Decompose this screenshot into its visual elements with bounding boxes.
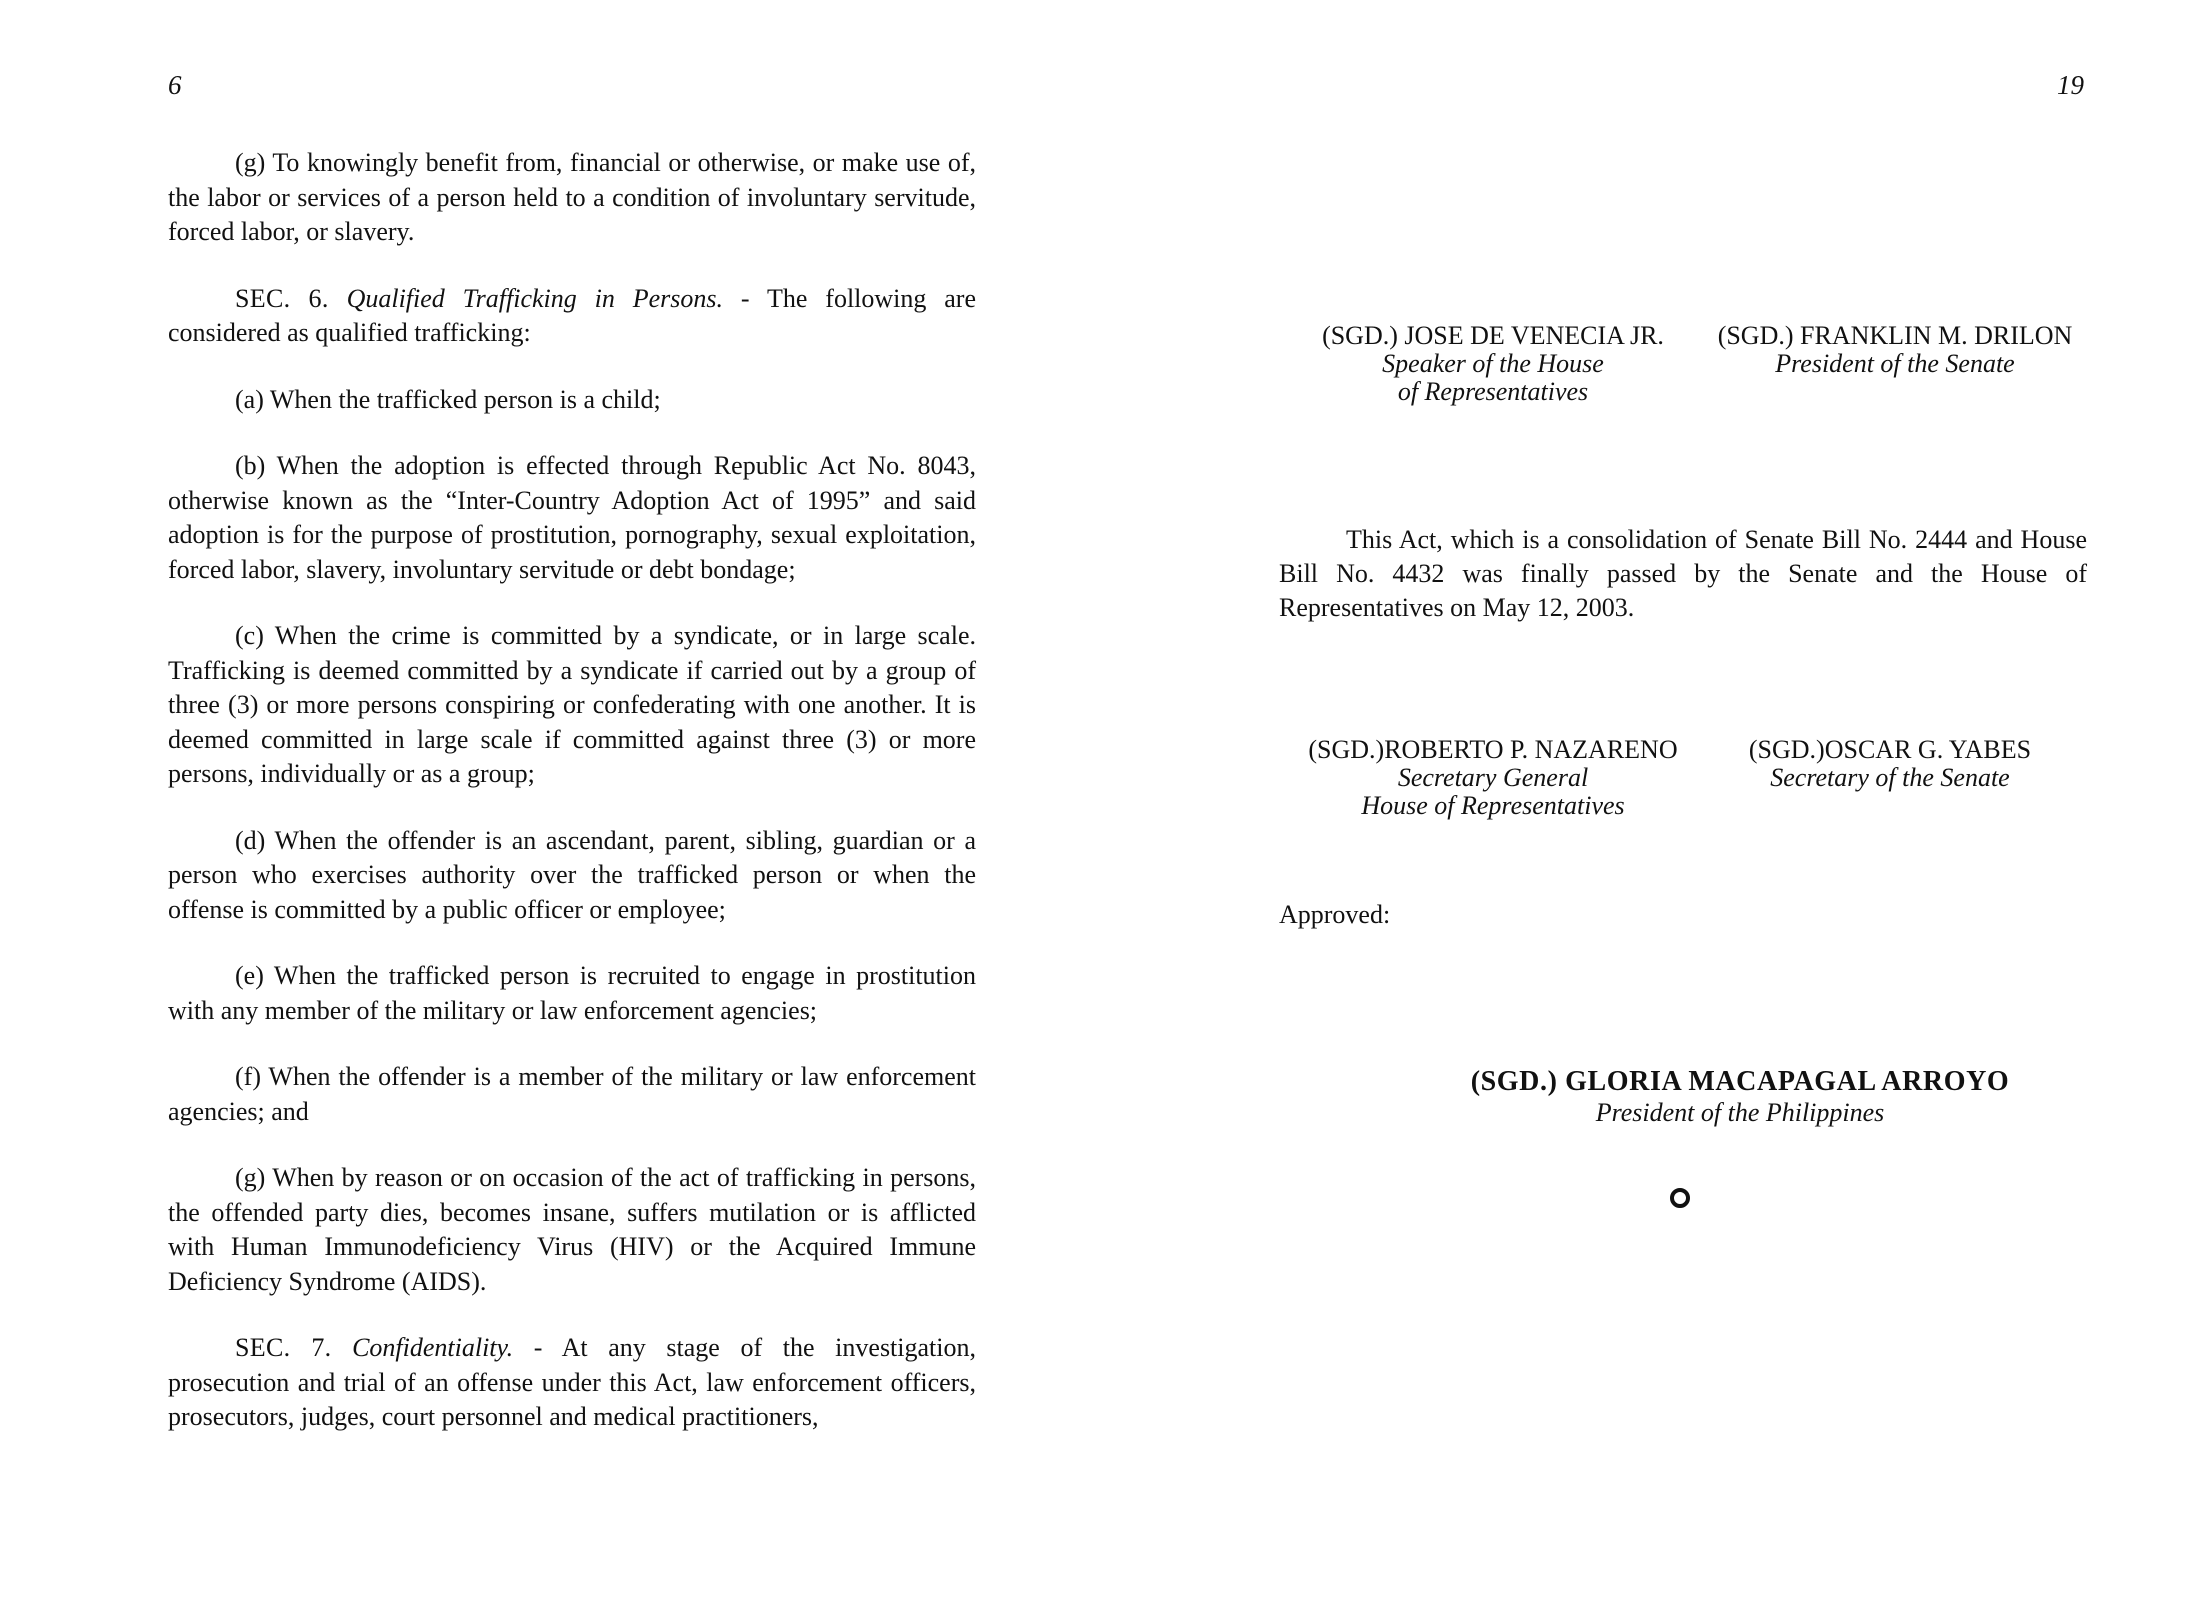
signature-secretary-general [1278, 736, 1708, 820]
section-7-text: - At any stage of the investigation, prosecution and trial of an offense under this Act, law enforcement officers, prosecutors, judges, court personnel and medical practitioners, [168, 1333, 976, 1431]
section-7-heading [168, 1331, 976, 1435]
page-number-right: 19 [2057, 70, 2084, 100]
senate-president-title: President of the Senate [1775, 349, 2015, 378]
secretary-general-title-line1: Secretary General [1397, 763, 1589, 792]
right-page [1100, 0, 2200, 1600]
signature-speaker [1308, 322, 1678, 406]
paragraph-f: (f) When the offender is a member of the military or law enforcement agencies; and [168, 1062, 976, 1126]
signature-senate-president [1700, 322, 2090, 378]
page-number-left: 6 [168, 70, 182, 100]
paragraph-g-death: (g) When by reason or on occasion of the act of trafficking in persons, the offended party dies, becomes insane, suffers mutilation or is afflicted with Human Immunodeficiency Virus (HIV) or the Acquired Immune Deficiency Syndrome (AIDS). [168, 1163, 976, 1296]
secretary-general-name: (SGD.)ROBERTO P. NAZARENO [1308, 735, 1678, 764]
end-of-document-icon [1670, 1188, 1690, 1208]
speaker-name: (SGD.) JOSE DE VENECIA JR. [1322, 321, 1664, 350]
section-6-title: Qualified Trafficking in Persons. [346, 283, 724, 313]
section-6-label: SEC. 6. [235, 283, 329, 313]
president-name: (SGD.) GLORIA MACAPAGAL ARROYO [1470, 1066, 2010, 1097]
secretary-general-title-line2: House of Representatives [1361, 791, 1625, 820]
speaker-title-line1: Speaker of the House [1382, 349, 1604, 378]
signature-president [1450, 1066, 2030, 1128]
signature-secretary-senate [1720, 736, 2060, 792]
speaker-title-line2: of Representatives [1397, 377, 1589, 406]
paragraph-b: (b) When the adoption is effected through Republic Act No. 8043, otherwise known as the “Inter-Country Adoption Act of 1995” and said adoption is for the purpose of prostitution, pornography, sexual exploitation, forced labor, slavery, involuntary servitude or debt bondage; [168, 451, 976, 584]
senate-president-name: (SGD.) FRANKLIN M. DRILON [1717, 321, 2073, 350]
paragraph-d: (d) When the offender is an ascendant, parent, sibling, guardian or a person who exercises authority over the trafficked person or when the offense is committed by a public officer or employee; [168, 825, 976, 924]
secretary-senate-name: (SGD.)OSCAR G. YABES [1748, 735, 2032, 764]
left-page-body [168, 146, 976, 1467]
section-6-text: - The following are considered as qualified trafficking: [168, 283, 977, 347]
president-title: President of the Philippines [1595, 1098, 1885, 1127]
section-7-label: SEC. 7. [235, 1333, 332, 1362]
section-6-heading [168, 282, 976, 351]
enactment-statement: This Act, which is a consolidation of Senate Bill No. 2444 and House Bill No. 4432 was finally passed by the Senate and the House of Representatives on May 12, 2003. [1279, 525, 2087, 622]
paragraph-c: (c) When the crime is committed by a syndicate, or in large scale. Trafficking is deemed committed by a syndicate if carried out by a group of three (3) or more persons conspiring or confederating with one another. It is deemed committed in large scale if committed against three (3) or more persons, individually or as a group; [168, 621, 976, 788]
section-7-title: Confidentiality. [352, 1333, 514, 1362]
approved-label: Approved: [1279, 900, 1391, 929]
secretary-senate-title: Secretary of the Senate [1770, 763, 2010, 792]
paragraph-a: (a) When the trafficked person is a child; [235, 384, 661, 414]
paragraph-g-benefit: (g) To knowingly benefit from, financial or otherwise, or make use of, the labor or services of a person held to a condition of involuntary servitude, forced labor, or slavery. [168, 148, 976, 246]
paragraph-e: (e) When the trafficked person is recruited to engage in prostitution with any member of the military or law enforcement agencies; [168, 961, 976, 1025]
